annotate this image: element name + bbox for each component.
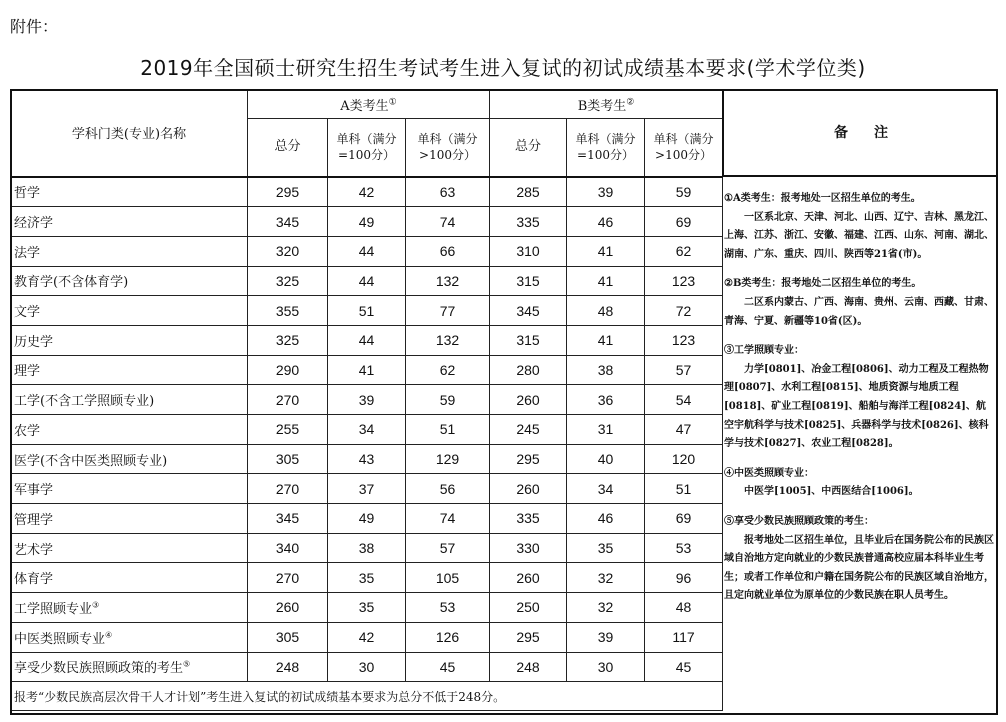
subject-name: 管理学 — [11, 504, 248, 534]
subject-name: 医学(不含中医类照顾专业) — [11, 444, 248, 474]
score-a-total: 345 — [248, 207, 328, 237]
score-b-single-100: 35 — [567, 533, 645, 563]
table-frame — [10, 89, 998, 715]
score-a-single-100: 35 — [328, 593, 406, 623]
score-b-single-over: 47 — [645, 415, 723, 445]
subject-name: 法学 — [11, 236, 248, 266]
score-b-single-100: 36 — [567, 385, 645, 415]
score-b-single-100: 46 — [567, 207, 645, 237]
subject-name: 教育学(不含体育学) — [11, 266, 248, 296]
score-a-total: 340 — [248, 533, 328, 563]
subject-name: 经济学 — [11, 207, 248, 237]
score-b-total: 280 — [490, 355, 567, 385]
score-b-single-100: 32 — [567, 593, 645, 623]
subject-name: 哲学 — [11, 177, 248, 207]
score-a-total: 355 — [248, 296, 328, 326]
score-a-single-100: 42 — [328, 177, 406, 207]
score-a-total: 270 — [248, 474, 328, 504]
score-b-single-over: 51 — [645, 474, 723, 504]
score-a-single-over: 51 — [406, 415, 490, 445]
subject-name: 工学(不含工学照顾专业) — [11, 385, 248, 415]
score-a-single-100: 44 — [328, 266, 406, 296]
score-b-single-100: 48 — [567, 296, 645, 326]
score-a-single-100: 39 — [328, 385, 406, 415]
score-a-single-100: 44 — [328, 236, 406, 266]
header-b-total: 总分 — [490, 119, 567, 177]
score-a-single-100: 41 — [328, 355, 406, 385]
score-a-single-over: 132 — [406, 325, 490, 355]
score-a-total: 345 — [248, 504, 328, 534]
score-a-single-over: 126 — [406, 622, 490, 652]
score-b-single-100: 31 — [567, 415, 645, 445]
score-b-total: 335 — [490, 207, 567, 237]
score-b-total: 285 — [490, 177, 567, 207]
score-a-single-100: 51 — [328, 296, 406, 326]
remark-body: 力学[0801]、冶金工程[0806]、动力工程及工程热物理[0807]、水利工程[0815]、地质资源与地质工程[0818]、矿业工程[0819]、船舶与海洋工程[0824]、航空宇航科学与技术[0825]、兵器科学与技术[0826]、核科学与技术[0827]、农业工程[0828]。 — [724, 363, 989, 450]
score-b-single-100: 32 — [567, 563, 645, 593]
score-a-single-over: 59 — [406, 385, 490, 415]
score-a-single-over: 63 — [406, 177, 490, 207]
score-b-single-100: 41 — [567, 325, 645, 355]
score-a-single-100: 49 — [328, 207, 406, 237]
score-a-total: 270 — [248, 385, 328, 415]
score-a-single-over: 57 — [406, 533, 490, 563]
score-b-single-100: 39 — [567, 622, 645, 652]
header-a-total: 总分 — [248, 119, 328, 177]
score-b-single-100: 38 — [567, 355, 645, 385]
subject-name: 农学 — [11, 415, 248, 445]
remark-title: ①A类考生：报考地处一区招生单位的考生。 — [724, 193, 921, 204]
subject-name: 中医类照顾专业④ — [11, 622, 248, 652]
score-b-total: 260 — [490, 563, 567, 593]
page-title: 2019年全国硕士研究生招生考试考生进入复试的初试成绩基本要求(学术学位类) — [140, 56, 866, 80]
score-a-total: 255 — [248, 415, 328, 445]
subject-name: 工学照顾专业③ — [11, 593, 248, 623]
score-b-single-over: 59 — [645, 177, 723, 207]
score-b-single-over: 117 — [645, 622, 723, 652]
score-a-single-100: 35 — [328, 563, 406, 593]
score-a-total: 305 — [248, 622, 328, 652]
score-a-single-over: 74 — [406, 504, 490, 534]
subject-name: 历史学 — [11, 325, 248, 355]
score-b-single-100: 41 — [567, 266, 645, 296]
score-a-total: 305 — [248, 444, 328, 474]
score-a-single-over: 56 — [406, 474, 490, 504]
score-b-single-over: 120 — [645, 444, 723, 474]
score-a-total: 260 — [248, 593, 328, 623]
score-b-single-100: 30 — [567, 652, 645, 682]
header-group-a: A类考生① — [248, 90, 490, 119]
score-b-total: 245 — [490, 415, 567, 445]
score-b-total: 330 — [490, 533, 567, 563]
score-a-total: 320 — [248, 236, 328, 266]
score-a-total: 270 — [248, 563, 328, 593]
score-b-single-over: 123 — [645, 266, 723, 296]
score-a-single-over: 129 — [406, 444, 490, 474]
score-b-total: 295 — [490, 622, 567, 652]
remark-title: ⑤享受少数民族照顾政策的考生： — [724, 515, 874, 527]
score-a-single-over: 45 — [406, 652, 490, 682]
score-b-single-over: 69 — [645, 504, 723, 534]
score-a-total: 290 — [248, 355, 328, 385]
score-b-single-over: 48 — [645, 593, 723, 623]
score-b-single-100: 39 — [567, 177, 645, 207]
header-b-single-100: 单科（满分=100分） — [567, 119, 645, 177]
score-b-single-over: 96 — [645, 563, 723, 593]
header-b-single-over: 单科（满分>100分） — [645, 119, 723, 177]
remark-title: ②B类考生：报考地处二区招生单位的考生。 — [724, 278, 922, 290]
remark-title: ③工学照顾专业： — [724, 345, 804, 357]
score-a-total: 248 — [248, 652, 328, 682]
score-b-single-100: 40 — [567, 444, 645, 474]
remark-body: 中医学[1005]、中西医结合[1006]。 — [744, 486, 919, 498]
score-a-single-100: 30 — [328, 652, 406, 682]
score-b-total: 250 — [490, 593, 567, 623]
header-a-single-over: 单科（满分>100分） — [406, 119, 490, 177]
remark-body: 报考地处二区招生单位，且毕业后在国务院公布的民族区域自治地方定向就业的少数民族普通高校应届本科毕业生考生；或者工作单位和户籍在国务院公布的民族区域自治地方，且定向就业单位为原单位的少数民族在职人员考生。 — [724, 534, 994, 602]
score-b-total: 260 — [490, 385, 567, 415]
score-a-single-100: 38 — [328, 533, 406, 563]
score-b-total: 295 — [490, 444, 567, 474]
score-b-total: 248 — [490, 652, 567, 682]
score-a-single-over: 53 — [406, 593, 490, 623]
header-group-b: B类考生② — [490, 90, 723, 119]
score-a-single-100: 43 — [328, 444, 406, 474]
score-a-single-100: 49 — [328, 504, 406, 534]
score-a-single-over: 105 — [406, 563, 490, 593]
score-a-single-over: 66 — [406, 236, 490, 266]
score-b-single-over: 72 — [645, 296, 723, 326]
header-a-single-100: 单科（满分=100分） — [328, 119, 406, 177]
score-b-single-100: 41 — [567, 236, 645, 266]
score-b-single-over: 123 — [645, 325, 723, 355]
score-b-single-over: 62 — [645, 236, 723, 266]
score-b-single-100: 34 — [567, 474, 645, 504]
remark-title: ④中医类照顾专业： — [724, 467, 814, 479]
score-a-single-over: 77 — [406, 296, 490, 326]
score-b-total: 345 — [490, 296, 567, 326]
score-b-single-over: 57 — [645, 355, 723, 385]
subject-name: 体育学 — [11, 563, 248, 593]
subject-name: 理学 — [11, 355, 248, 385]
score-a-total: 325 — [248, 325, 328, 355]
score-a-total: 295 — [248, 177, 328, 207]
score-b-single-over: 53 — [645, 533, 723, 563]
score-b-total: 315 — [490, 325, 567, 355]
score-b-total: 260 — [490, 474, 567, 504]
remark-body: 二区系内蒙古、广西、海南、贵州、云南、西藏、甘肃、青海、宁夏、新疆等10省(区)。 — [724, 296, 994, 327]
score-a-single-over: 74 — [406, 207, 490, 237]
score-b-single-100: 46 — [567, 504, 645, 534]
subject-name: 军事学 — [11, 474, 248, 504]
remarks-header: 备注 — [722, 89, 998, 177]
score-b-single-over: 69 — [645, 207, 723, 237]
subject-name: 文学 — [11, 296, 248, 326]
score-a-single-over: 62 — [406, 355, 490, 385]
attachment-label: 附件： — [10, 17, 59, 36]
score-a-single-over: 132 — [406, 266, 490, 296]
remark-body: 一区系北京、天津、河北、山西、辽宁、吉林、黑龙江、上海、江苏、浙江、安徽、福建、江西、山东、河南、湖北、湖南、广东、重庆、四川、陕西等21省(市)。 — [724, 211, 994, 260]
score-a-single-100: 44 — [328, 325, 406, 355]
subject-name: 艺术学 — [11, 533, 248, 563]
score-a-single-100: 34 — [328, 415, 406, 445]
score-b-single-over: 45 — [645, 652, 723, 682]
header-subject: 学科门类(专业)名称 — [11, 90, 248, 177]
footer-note: 报考“少数民族高层次骨干人才计划”考生进入复试的初试成绩基本要求为总分不低于248分。 — [11, 682, 723, 711]
score-b-total: 310 — [490, 236, 567, 266]
score-a-total: 325 — [248, 266, 328, 296]
score-b-total: 335 — [490, 504, 567, 534]
score-a-single-100: 42 — [328, 622, 406, 652]
score-b-total: 315 — [490, 266, 567, 296]
score-b-single-over: 54 — [645, 385, 723, 415]
subject-name: 享受少数民族照顾政策的考生⑤ — [11, 652, 248, 682]
score-a-single-100: 37 — [328, 474, 406, 504]
